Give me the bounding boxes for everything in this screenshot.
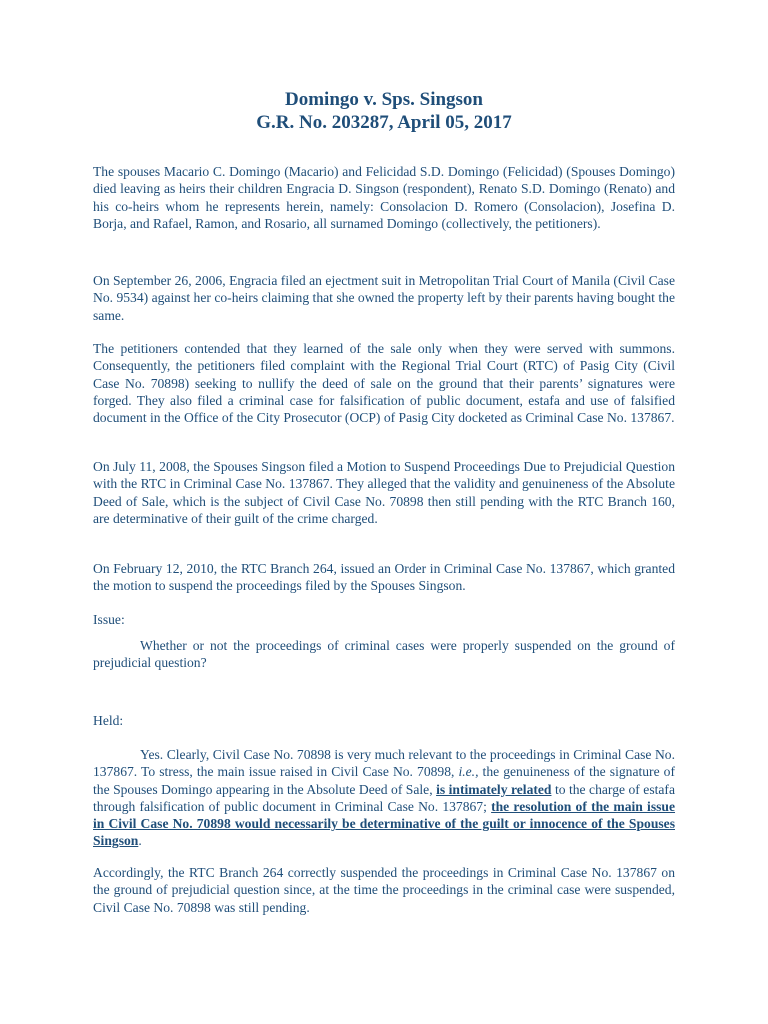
facts-paragraph-3: The petitioners contended that they learned of the sale only when they were served with summons. Consequently, the petitioners filed complaint with the Regional Trial Court (RTC) of Pasig City (Civil Case No. 70898) seeking to nullify the deed of sale on the ground that their parents’ signatures were forged. They also filed a criminal case for falsification of public document, estafa and use of falsified document in the Office of the City Prosecutor (OCP) of Pasig City docketed as Criminal Case No. 137867. bbox=[93, 341, 675, 426]
held-text-c: to the charge of estafa through falsification of public document in Criminal Case No. 137867; bbox=[93, 781, 675, 814]
held-text-d: . bbox=[138, 833, 142, 849]
facts-paragraph-1: The spouses Macario C. Domingo (Macario) and Felicidad S.D. Domingo (Felicidad) (Spouses Domingo) died leaving as heirs their children Engracia D. Singson (respondent), Renato S.D. Domingo (Renato) and his co-heirs whom he represents herein, namely: Consolacion D. Romero (Consolacion), Josefina D. Borja, and Rafael, Ramon, and Rosario, all surnamed Domingo (collectively, the petitioners). bbox=[93, 164, 675, 231]
issue-text: Whether or not the proceedings of criminal cases were properly suspended on the ground of prejudicial question? bbox=[93, 638, 675, 671]
held-ie: i.e., bbox=[458, 764, 479, 780]
facts-paragraph-2: On September 26, 2006, Engracia filed an ejectment suit in Metropolitan Trial Court of Manila (Civil Case No. 9534) against her co-heirs claiming that she owned the property left by their parents having bought the same. bbox=[93, 273, 675, 323]
facts-paragraph-4: On July 11, 2008, the Spouses Singson filed a Motion to Suspend Proceedings Due to Prejudicial Question with the RTC in Criminal Case No. 137867. They alleged that the validity and genuineness of the Absolute Deed of Sale, which is the subject of Civil Case No. 70898 then still pending with the RTC Branch 160, are determinative of their guilt of the crime charged. bbox=[93, 459, 675, 526]
held-text-b: the genuineness of the signature of the Spouses Domingo appearing in the Absolute Deed of Sale, bbox=[93, 764, 675, 797]
held-label: Held: bbox=[93, 713, 124, 728]
conclusion-paragraph: Accordingly, the RTC Branch 264 correctly suspended the proceedings in Criminal Case No. 137867 on the ground of prejudicial question since, at the time the proceedings in the criminal case were suspended, Civil Case No. 70898 was still pending. bbox=[93, 865, 675, 915]
held-emphasis-resolution: the resolution of the main issue in Civil Case No. 70898 would necessarily be determinative of the guilt or innocence of the Spouses Singson bbox=[93, 798, 676, 849]
issue-label: Issue: bbox=[93, 612, 125, 627]
case-title: Domingo v. Sps. Singson bbox=[285, 89, 483, 110]
held-emphasis-related: is intimately related bbox=[436, 781, 552, 797]
held-text-a: Yes. Clearly, Civil Case No. 70898 is very much relevant to the proceedings in Criminal Case No. 137867. To stress, the main issue raised in Civil Case No. 70898, bbox=[93, 747, 675, 780]
held-paragraph bbox=[93, 746, 675, 850]
facts-paragraph-5: On February 12, 2010, the RTC Branch 264, issued an Order in Criminal Case No. 137867, which granted the motion to suspend the proceedings filed by the Spouses Singson. bbox=[93, 561, 675, 594]
case-citation: G.R. No. 203287, April 05, 2017 bbox=[256, 112, 512, 133]
